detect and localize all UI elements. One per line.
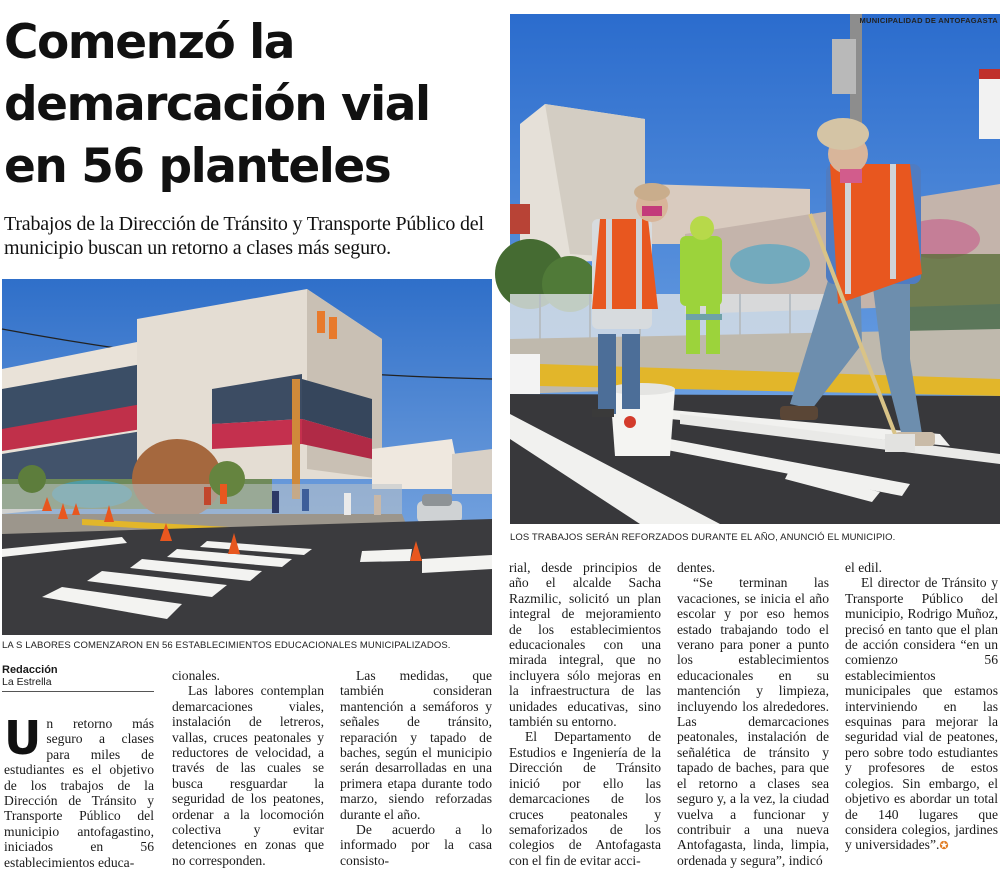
paragraph: rial, desde principios de año el alcalde Sacha Razmilic, solicitó un plan integral de mejoramiento de los establecimientos educacionales con una mirada integral, que no incluyera sólo mejoras en la infraestructura de las unidades educativas, sino también su entorno.: [509, 560, 661, 730]
body-column-5: [677, 560, 829, 868]
drop-cap: U: [4, 711, 42, 765]
paragraph: Las labores contemplan demarcaciones viales, instalación de letreros, vallas, cruces peatonales y reductores de velocidad, a través de las cuales se busca resguardar la seguridad de los peatones, ordenar a la locomoción colectiva y evitar detenciones en zonas que no corresponden.: [172, 683, 324, 868]
headline-line-2: demarcación vial: [4, 77, 430, 132]
headline-line-1: Comenzó la: [4, 15, 294, 70]
road-painting-workers-photo: [510, 14, 1000, 524]
paragraph: cionales.: [172, 668, 220, 683]
paragraph: dentes.: [677, 560, 716, 575]
body-column-4: [509, 560, 661, 868]
left-photo-caption: LA S LABORES COMENZARON EN 56 ESTABLECIMIENTOS EDUCACIONALES MUNICIPALIZADOS.: [2, 640, 451, 651]
byline-outlet: La Estrella: [2, 676, 52, 688]
closing-text: El director de Tránsito y Transporte Público del municipio, Rodrigo Muñoz, precisó en tanto que el plan de acción considera “en un comienzo 56 establecimientos municipales que estamos interviniendo en las esquinas para mejorar la seguridad vial de peatones, pero sobre todo estudiantes y profesores de estos colegios. Sin embargo, el objetivo es abordar un total de 140 lugares que considera colegios, jardines y universidades”.: [845, 575, 998, 853]
lead-text: n retorno más seguro a clases para miles de estudiantes es el objetivo de los trabajos de la Dirección de Tránsito y Transporte Público del municipio antofagastino, iniciados en 56 establecimientos educa-: [4, 716, 154, 870]
deck-subtitle: Trabajos de la Dirección de Tránsito y Transporte Público del municipio buscan un retorno a clases más seguro.: [4, 213, 484, 259]
right-photo-caption: LOS TRABAJOS SERÁN REFORZADOS DURANTE EL AÑO, ANUNCIÓ EL MUNICIPIO.: [510, 532, 896, 543]
byline-author: Redacción: [2, 664, 58, 676]
paragraph: el edil.: [845, 560, 882, 575]
byline: [2, 664, 154, 692]
paragraph: Las medidas, que también consideran mantención a semáforos y señales de tránsito, reparación y tapado de baches, según el municipio serán desarrolladas en una primera etapa durante todo marzo, siendo reforzadas durante el año.: [340, 668, 492, 822]
body-column-6: [845, 560, 998, 855]
body-column-3: [340, 668, 492, 868]
headline: [4, 12, 504, 198]
photo-credit: MUNICIPALIDAD DE ANTOFAGASTA: [859, 16, 998, 25]
paragraph: El Departamento de Estudios e Ingeniería de la Dirección de Tránsito inició por ello las demarcaciones de los cruces peatonales y semaforizados de los colegios de Antofagasta con el fin de evitar acci-: [509, 729, 661, 868]
body-column-2: [172, 668, 324, 868]
paragraph: “Se terminan las vacaciones, se inicia el año escolar y por eso hemos estado trabajando todo el verano para poner a punto los establecimientos educacionales en su mantención y limpieza, incluyendo los alrededores. Las demarcaciones peatonales, instalación de señalética de tránsito y tapado de baches, para que el retorno a clases sea seguro y, a la vez, la ciudad vuelva a funcionar y contribuir a una nueva Antofagasta, linda, limpia, ordenada y segura”, indicó: [677, 575, 829, 868]
headline-line-3: en 56 planteles: [4, 139, 391, 194]
lead-paragraph: [4, 711, 154, 870]
school-building-photo: [2, 279, 492, 635]
paragraph: De acuerdo a lo informado por la casa consisto-: [340, 822, 492, 868]
end-mark-icon: ✪: [939, 840, 949, 853]
body-column-1: [4, 711, 154, 870]
paragraph: [845, 575, 998, 854]
